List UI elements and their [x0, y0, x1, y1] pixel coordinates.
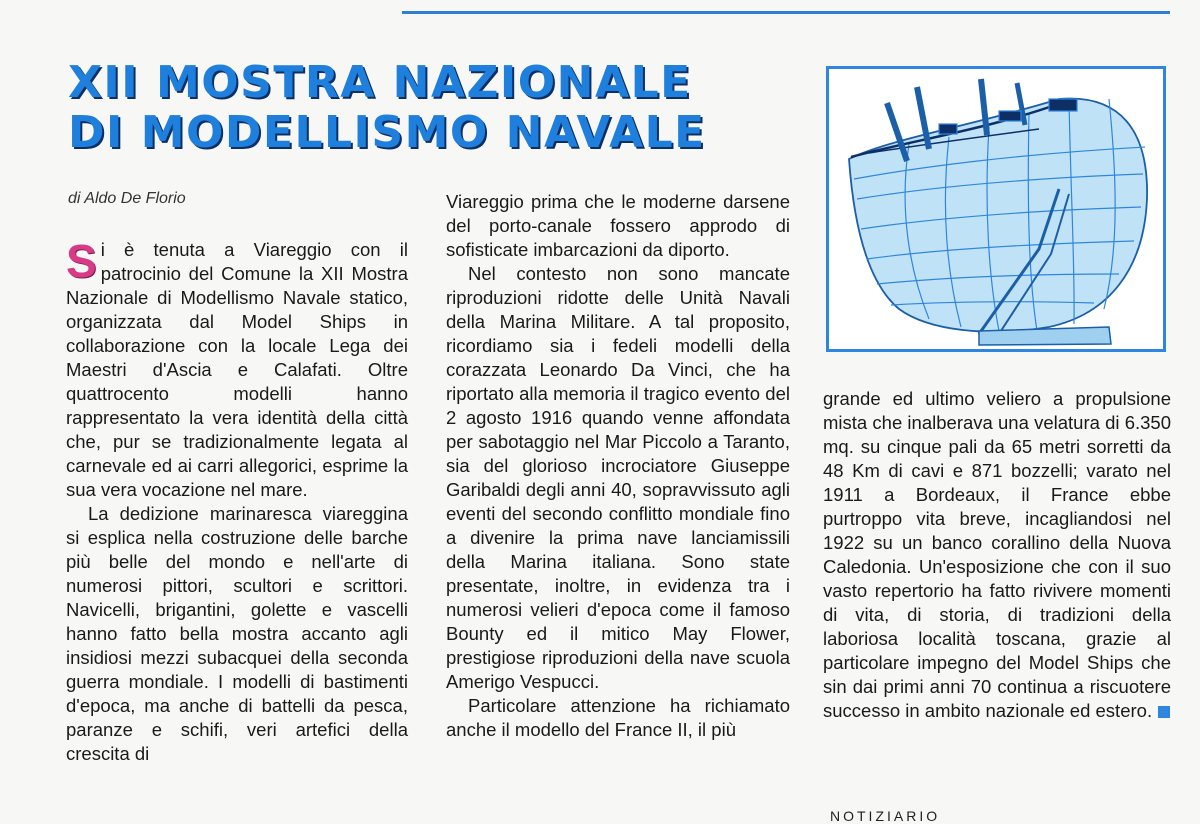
drop-cap: S: [66, 235, 97, 287]
paragraph-2: La dedizione marinaresca viareggina si esplica nella costruzione delle barche più belle del mondo e nell'arte di numerosi pittori, scultori e scrittori. Navicelli, brigantini, golette e vascelli hanno fatto bella mostra accanto agli insidiosi mezzi subacquei della seconda guerra mondiale. I modelli di bastimenti d'epoca, ma anche di battelli da pesca, paranze e schifi, veri artefici della crescita di: [66, 503, 408, 764]
top-rule: [402, 11, 1170, 14]
byline: di Aldo De Florio: [68, 190, 186, 207]
paragraph-4: Nel contesto non sono mancate riproduzioni ridotte delle Unità Navali della Marina Militare. A tal proposito, ricordiamo sia i fedeli modelli della corazzata Leonardo Da Vinci, che ha riportato alla memoria il tragico evento del 2 agosto 1916 quando venne affondata per sabotaggio nel Mar Piccolo a Taranto, sia del glorioso incrociatore Giuseppe Garibaldi degli anni 40, sopravvissuto agli eventi del secondo conflitto mondiale fino a divenire la prima nave lanciamissili della Marina italiana. Sono state presentate, inoltre, in evidenza tra i numerosi velieri d'epoca come il famoso Bounty ed il mitico May Flower, prestigiose riproduzioni della nave scuola Amerigo Vespucci.: [446, 263, 790, 692]
column-3: [823, 387, 1171, 723]
ship-hull-blueprint-icon: [829, 69, 1163, 349]
paragraph-3: Viareggio prima che le moderne darsene del porto-canale fossero approdo di sofisticate imbarcazioni da diporto.: [446, 191, 790, 260]
running-head: NOTIZIARIO: [830, 808, 941, 824]
ship-model-illustration: [826, 66, 1166, 352]
article-title: [68, 58, 706, 158]
column-1: [66, 235, 408, 766]
paragraph-1: [66, 235, 408, 502]
paragraph-6: [823, 387, 1171, 723]
column-2: [446, 190, 790, 742]
paragraph-6-text: grande ed ultimo veliero a propulsione mista che inalberava una velatura di 6.350 mq. su cinque pali da 65 metri sorretti da 48 Km di cavi e 871 bozzelli; varato nel 1911 a Bordeaux, il France ebbe purtroppo vita breve, incagliandosi nel 1922 su un banco corallino della Nuova Caledonia. Un'esposizione che con il suo vasto repertorio ha fatto rivivere momenti di vita, di storia, di tradizioni della laboriosa località toscana, grazie al particolare impegno del Model Ships che sin dai primi anni 70 continua a riscuotere successo in ambito nazionale ed estero.: [823, 388, 1171, 721]
paragraph-1-text: i è tenuta a Viareggio con il patrocinio del Comune la XII Mostra Nazionale di Modellismo Navale statico, organizzata dal Model Ships in collaborazione con la locale Lega dei Maestri d'Ascia e Calafati. Oltre quattrocento modelli hanno rappresentato la vera identità della città che, pur se tradizionalmente legata al carnevale ed ai carri allegorici, esprime la sua vera vocazione nel mare.: [66, 239, 408, 500]
paragraph-5: Particolare attenzione ha richiamato anche il modello del France II, il più: [446, 695, 790, 740]
title-line-1: XII MOSTRA NAZIONALE: [68, 57, 692, 108]
end-square-icon: [1158, 706, 1170, 718]
title-line-2: DI MODELLISMO NAVALE: [68, 107, 706, 158]
